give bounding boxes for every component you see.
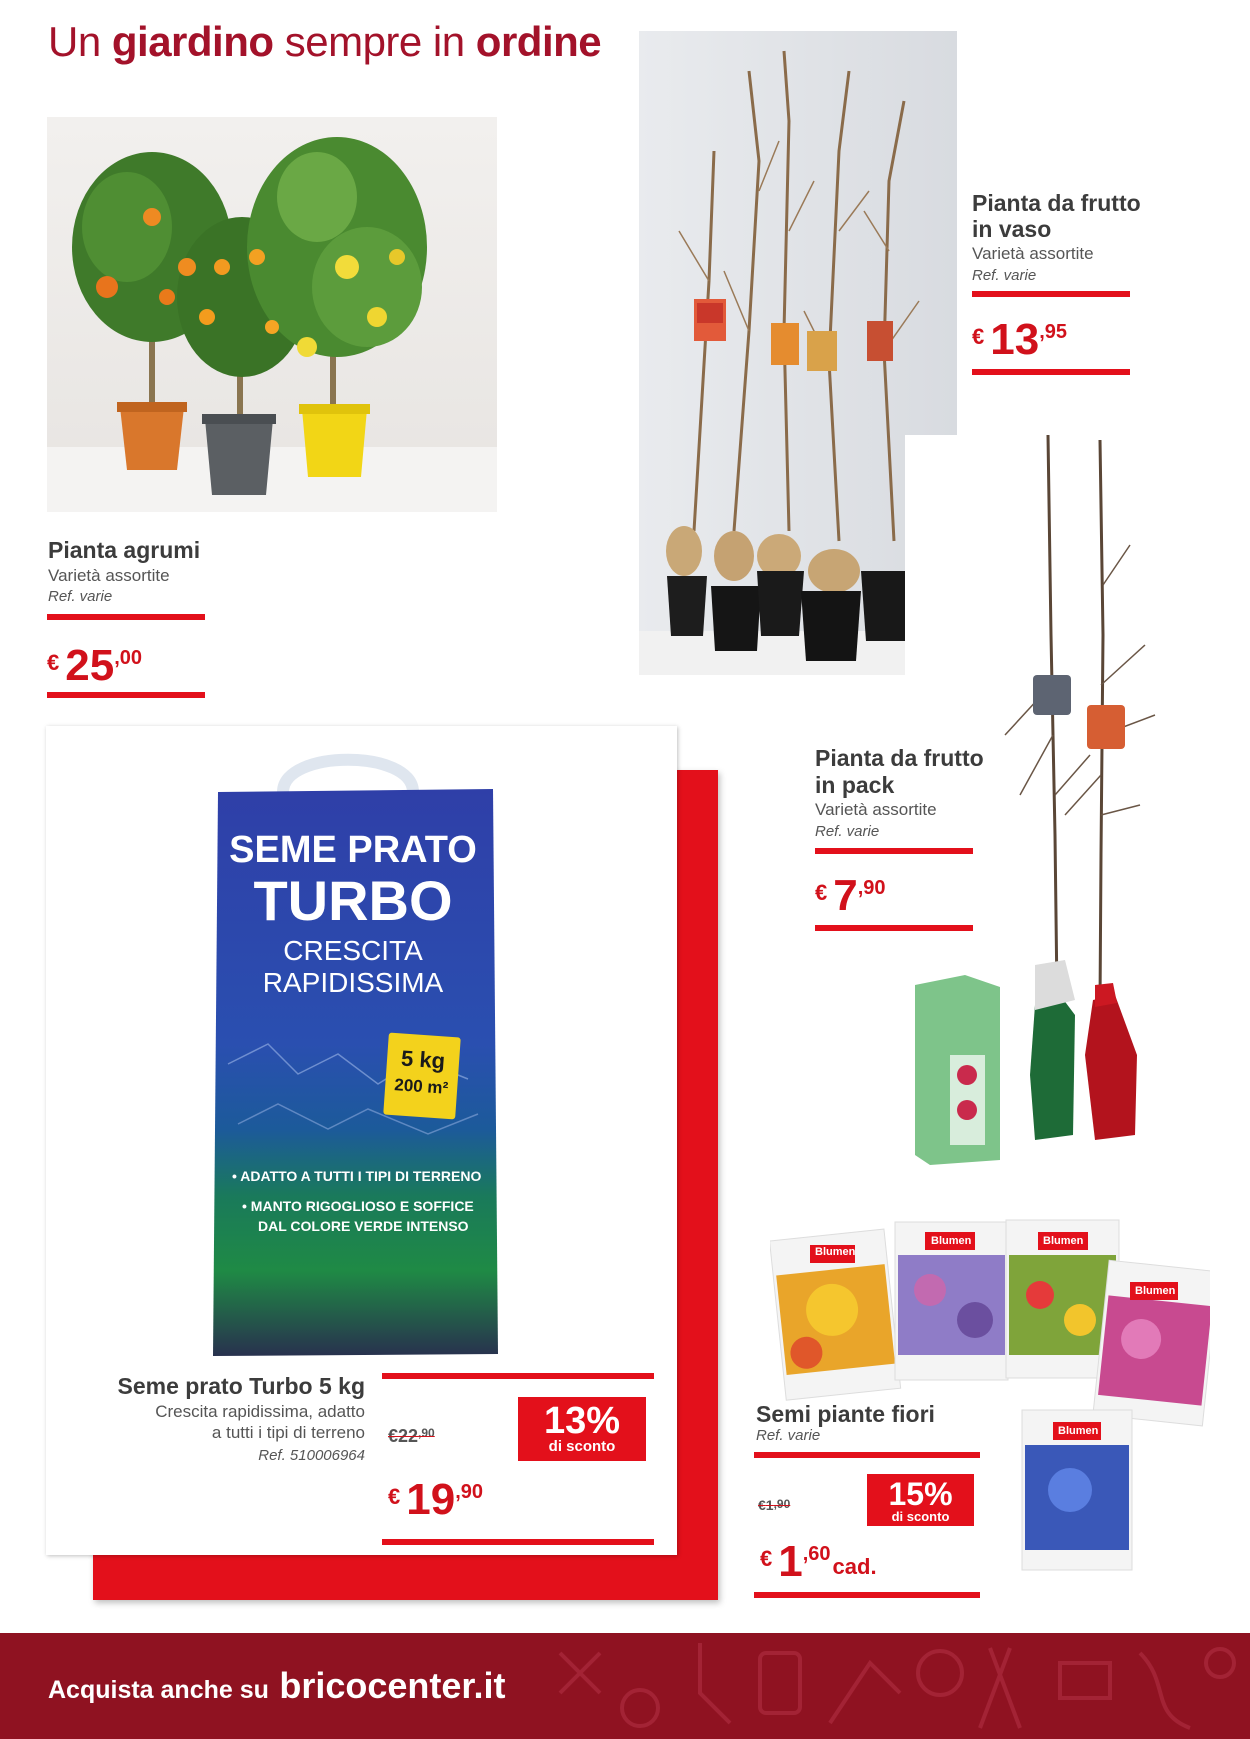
frutto-vaso-rule-bottom <box>972 369 1130 375</box>
seme-prato-rule-top <box>382 1373 654 1379</box>
old-dec: ,90 <box>773 1497 791 1511</box>
frutto-pack-name-1: Pianta da frutto <box>815 745 984 771</box>
seme-prato-discount-badge <box>518 1397 646 1461</box>
currency-symbol: € <box>388 1484 401 1509</box>
semi-fiori-old-price <box>758 1497 790 1513</box>
frutto-vaso-rule-top <box>972 291 1130 297</box>
frutto-vaso-name-2: in vaso <box>972 216 1052 242</box>
headline-part: Un <box>48 18 101 65</box>
discount-label: di sconto <box>891 1509 950 1524</box>
semi-fiori-name: Semi piante fiori <box>756 1401 935 1427</box>
frutto-vaso-price <box>972 315 1068 364</box>
semi-fiori-ref: Ref. varie <box>756 1427 821 1444</box>
footer-banner <box>0 1633 1250 1739</box>
discount-label: di sconto <box>548 1438 616 1455</box>
frutto-pack-rule-top <box>815 848 973 854</box>
bag-size-tag <box>383 1033 461 1120</box>
footer-text: Acquista anche su <box>48 1676 269 1704</box>
price-int: 7 <box>833 871 858 920</box>
seme-prato-name: Seme prato Turbo 5 kg <box>117 1373 365 1399</box>
page-headline <box>48 18 601 66</box>
bag-line1: SEME PRATO <box>229 829 477 871</box>
footer-site-link[interactable]: bricocenter.it <box>279 1665 506 1706</box>
agrumi-name: Pianta agrumi <box>48 537 201 563</box>
bag-tag-weight: 5 kg <box>400 1045 446 1074</box>
agrumi-desc: Varietà assortite <box>48 566 170 585</box>
price-int: 13 <box>990 315 1040 364</box>
footer-cta <box>48 1665 505 1707</box>
semi-fiori-discount-badge <box>867 1474 974 1526</box>
semi-fiori-price <box>760 1537 877 1586</box>
seed-packet-brand: Blumen <box>931 1235 972 1247</box>
frutto-pack-desc: Varietà assortite <box>815 800 937 819</box>
seme-prato-ref: Ref. 510006964 <box>258 1447 365 1464</box>
discount-percent: 15% <box>888 1476 953 1512</box>
old-currency: € <box>758 1497 766 1513</box>
agrumi-ref: Ref. varie <box>48 588 113 605</box>
headline-part: sempre in <box>284 18 465 65</box>
semi-fiori-rule-bottom <box>754 1592 980 1598</box>
seed-packet-brand: Blumen <box>1043 1235 1084 1247</box>
currency-symbol: € <box>760 1546 773 1571</box>
flower-seed-packets-photo <box>770 1210 1210 1580</box>
headline-emph: ordine <box>475 18 602 65</box>
currency-symbol: € <box>815 880 828 905</box>
price-dec: ,00 <box>114 647 143 669</box>
semi-fiori-rule-top <box>754 1452 980 1458</box>
frutto-pack-ref: Ref. varie <box>815 823 880 840</box>
bag-line2: TURBO <box>253 869 453 932</box>
price-int: 19 <box>406 1475 456 1524</box>
seme-prato-old-price <box>388 1426 435 1447</box>
old-dec: ,90 <box>418 1426 435 1440</box>
seme-prato-price <box>388 1475 484 1524</box>
bag-bullet1: • ADATTO A TUTTI I TIPI DI TERRENO <box>232 1168 482 1184</box>
seme-prato-desc-1: Crescita rapidissima, adatto <box>155 1402 365 1421</box>
seme-prato-desc-2: a tutti i tipi di terreno <box>211 1423 365 1442</box>
frutto-vaso-name-1: Pianta da frutto <box>972 190 1141 216</box>
bag-line3: CRESCITA <box>283 935 423 966</box>
frutto-pack-price <box>815 871 886 920</box>
old-int: 1 <box>765 1497 774 1513</box>
citrus-plants-photo <box>47 117 497 512</box>
agrumi-rule-bottom <box>47 692 205 698</box>
currency-symbol: € <box>47 650 60 675</box>
price-suffix: cad. <box>832 1554 877 1579</box>
frutto-pack-name-2: in pack <box>815 772 895 798</box>
bag-line4: RAPIDISSIMA <box>262 967 444 998</box>
price-dec: ,95 <box>1039 321 1068 343</box>
discount-percent: 13% <box>543 1400 621 1442</box>
seed-packet-brand: Blumen <box>1135 1285 1176 1297</box>
old-currency: € <box>388 1426 399 1446</box>
frutto-vaso-desc: Varietà assortite <box>972 244 1094 263</box>
old-int: 22 <box>398 1426 419 1446</box>
seme-prato-rule-bottom <box>382 1539 654 1545</box>
price-int: 25 <box>65 641 115 690</box>
agrumi-price <box>47 641 143 690</box>
bag-bullet2b: DAL COLORE VERDE INTENSO <box>258 1218 469 1234</box>
price-dec: ,90 <box>455 1481 484 1503</box>
frutto-pack-rule-bottom <box>815 925 973 931</box>
headline-emph: giardino <box>111 18 274 65</box>
currency-symbol: € <box>972 324 985 349</box>
frutto-vaso-ref: Ref. varie <box>972 267 1037 284</box>
agrumi-rule-top <box>47 614 205 620</box>
bag-bullet2a: • MANTO RIGOGLIOSO E SOFFICE <box>242 1198 474 1214</box>
seed-packet-brand: Blumen <box>815 1246 856 1258</box>
bag-tag-area: 200 m² <box>393 1075 449 1098</box>
price-dec: ,60 <box>802 1543 831 1565</box>
price-int: 1 <box>778 1537 803 1586</box>
price-dec: ,90 <box>857 877 886 899</box>
fruit-trees-pack-photo <box>905 435 1185 1170</box>
seed-packet-brand: Blumen <box>1058 1425 1099 1437</box>
